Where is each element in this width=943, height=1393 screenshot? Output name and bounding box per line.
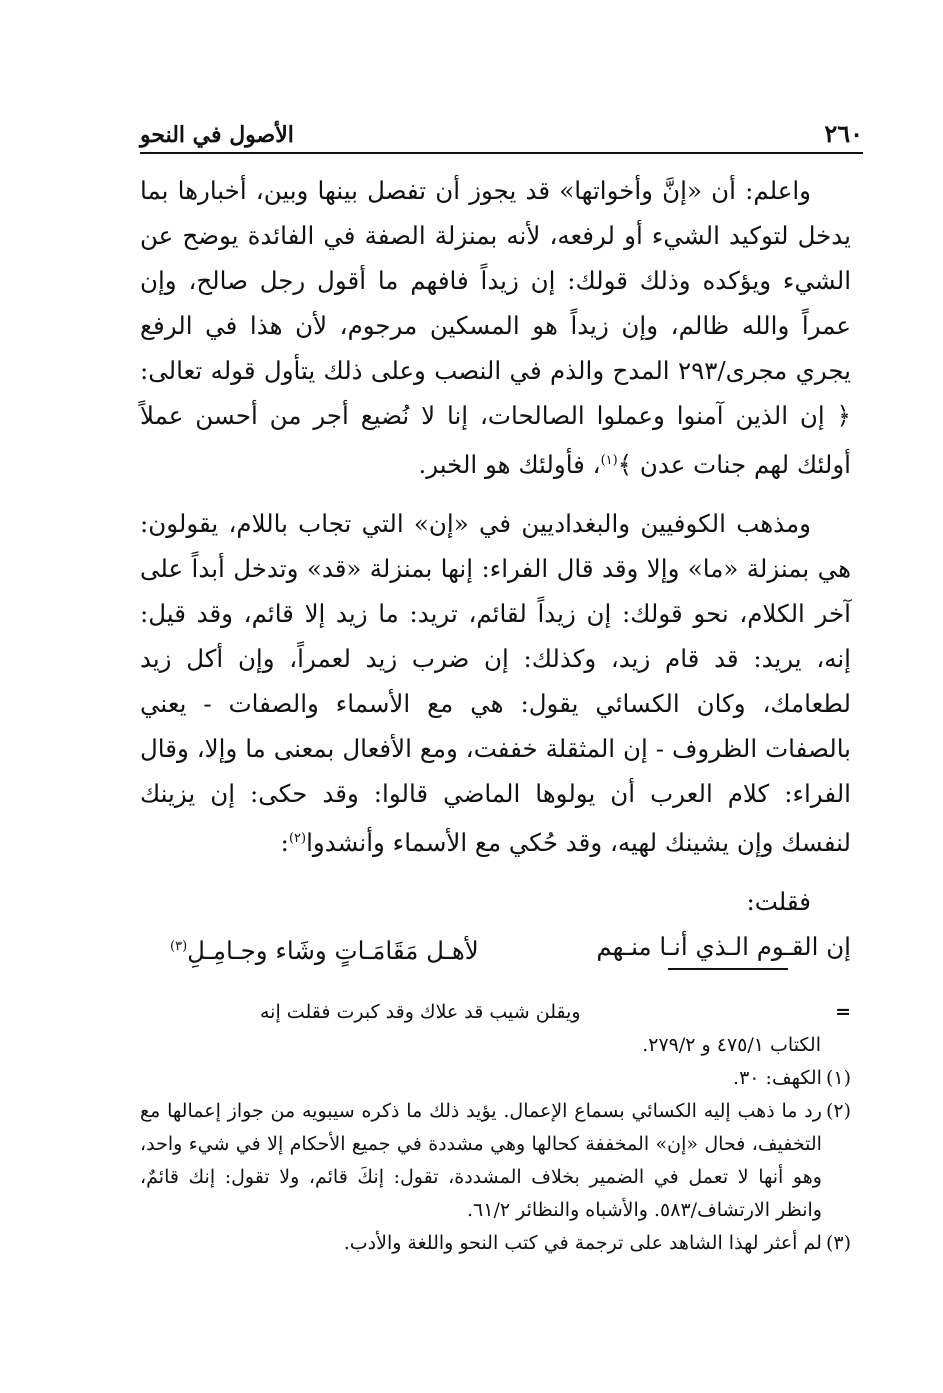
footnote-3 <box>140 1227 851 1260</box>
paragraph-1-text: واعلم: أن «إنَّ وأخواتها» قد يجوز أن تفصل بينها وبين، أخبارها بما يدخل لتوكيد الشيء أو لرفعه، لأنه بمنزلة الصفة في الفائدة يوضح عن الشيء ويؤكده وذلك قولك: إن زيداً فافهم ما أقول رجل صالح، وإن عمراً والله ظالم، وإن زيداً هو المسكين مرجوم، لأن هذا في الرفع يجري مجرى/٢٩٣ المدح والذم في النصب وعلى ذلك يتأول قوله تعالى: ﴿ إن الذين آمنوا وعملوا الصالحات، إنا لا نُضيع أجر من أحسن عملاً أولئك لهم جنات عدن ﴾ <box>140 176 851 480</box>
footnote-2-number: (٢) <box>825 1100 851 1122</box>
continuation-mark: = <box>835 1001 851 1023</box>
footnote-1-number: (١) <box>825 1067 851 1089</box>
footnote-continuation <box>140 996 851 1029</box>
paragraph-1 <box>140 168 851 487</box>
footnote-ref-1: (١) <box>600 453 618 468</box>
footnote-separator <box>668 968 788 970</box>
footnote-1 <box>140 1062 851 1095</box>
footnote-3-number: (٣) <box>825 1232 851 1254</box>
continuation-verse: ويقلن شيب قد علاك وقد كبرت فقلت إنه <box>260 1001 581 1023</box>
verse-first-hemistich: إن القـوم الـذي أنـا منـهم <box>596 932 851 962</box>
running-title: الأصول في النحو <box>140 122 294 148</box>
paragraph-2 <box>140 501 851 865</box>
continuation-source: الكتاب ٤٧٥/١ و ٢٧٩/٢. <box>642 1034 821 1056</box>
footnote-ref-2: (٢) <box>288 831 307 847</box>
poetry-verse <box>140 924 851 973</box>
footnote-ref-3: (٣) <box>170 939 188 955</box>
verse-second-hemistich: لأهـل مَقَامَـاتٍ وشَاء وجـامِـلِ <box>187 936 479 966</box>
paragraph-2-text: ومذهب الكوفيين والبغداديين في «إن» التي تجاب باللام، يقولون: هي بمنزلة «ما» وإلا وقد قال الفراء: إنها بمنزلة «قد» وتدخل أبداً على آخر الكلام، نحو قولك: إن زيداً لقائم، تريد: ما زيد إلا قائم، وقد قيل: إنه، يريد: قد قام زيد، وكذلك: إن ضرب زيد لعمراً، وإن أكل زيد لطعامك، وكان الكسائي يقول: هي مع الأسماء والصفات - يعني بالصفات الظروف - إن المثقلة خففت، ومع الأفعال بمعنى ما وإلا، وقال الفراء: كلام العرب أن يولوها الماضي قالوا: وقد حكى: إن يزينك لنفسك وإن يشينك لهيه، وقد حُكي مع الأسماء وأنشدوا <box>140 509 851 858</box>
paragraph-1-end: ، فأولئك هو الخبر. <box>418 450 601 480</box>
page-header <box>140 112 863 154</box>
footnote-3-text: لم أعثر لهذا الشاهد على ترجمة في كتب النحو واللغة والأدب. <box>343 1232 822 1254</box>
footnotes <box>140 996 851 1260</box>
main-text <box>140 168 851 973</box>
footnote-2 <box>140 1095 851 1227</box>
footnote-1-text: الكهف: ٣٠. <box>733 1067 822 1089</box>
verse-second-hemistich-wrap <box>170 924 479 973</box>
footnote-2-text: رد ما ذهب إليه الكسائي بسماع الإعمال. يؤيد ذلك ما ذكره سيبويه من جواز إعمالها مع التخفيف، فحال «إن» المخففة كحالها وهي مشددة في جميع الأحكام إلا في شيء واحد، وهو أنها لا تعمل في الضمير بخلاف المشددة، تقول: إنكَ قائم، ولا تقول: إنك قائمٌ، وانظر الارتشاف/٥٨٣. والأشباه والنظائر ٦١/٢. <box>140 1100 822 1221</box>
verse-intro: فقلت: <box>746 887 811 917</box>
page-number: ٢٦٠ <box>824 119 863 148</box>
paragraph-2-end: : <box>280 828 289 858</box>
